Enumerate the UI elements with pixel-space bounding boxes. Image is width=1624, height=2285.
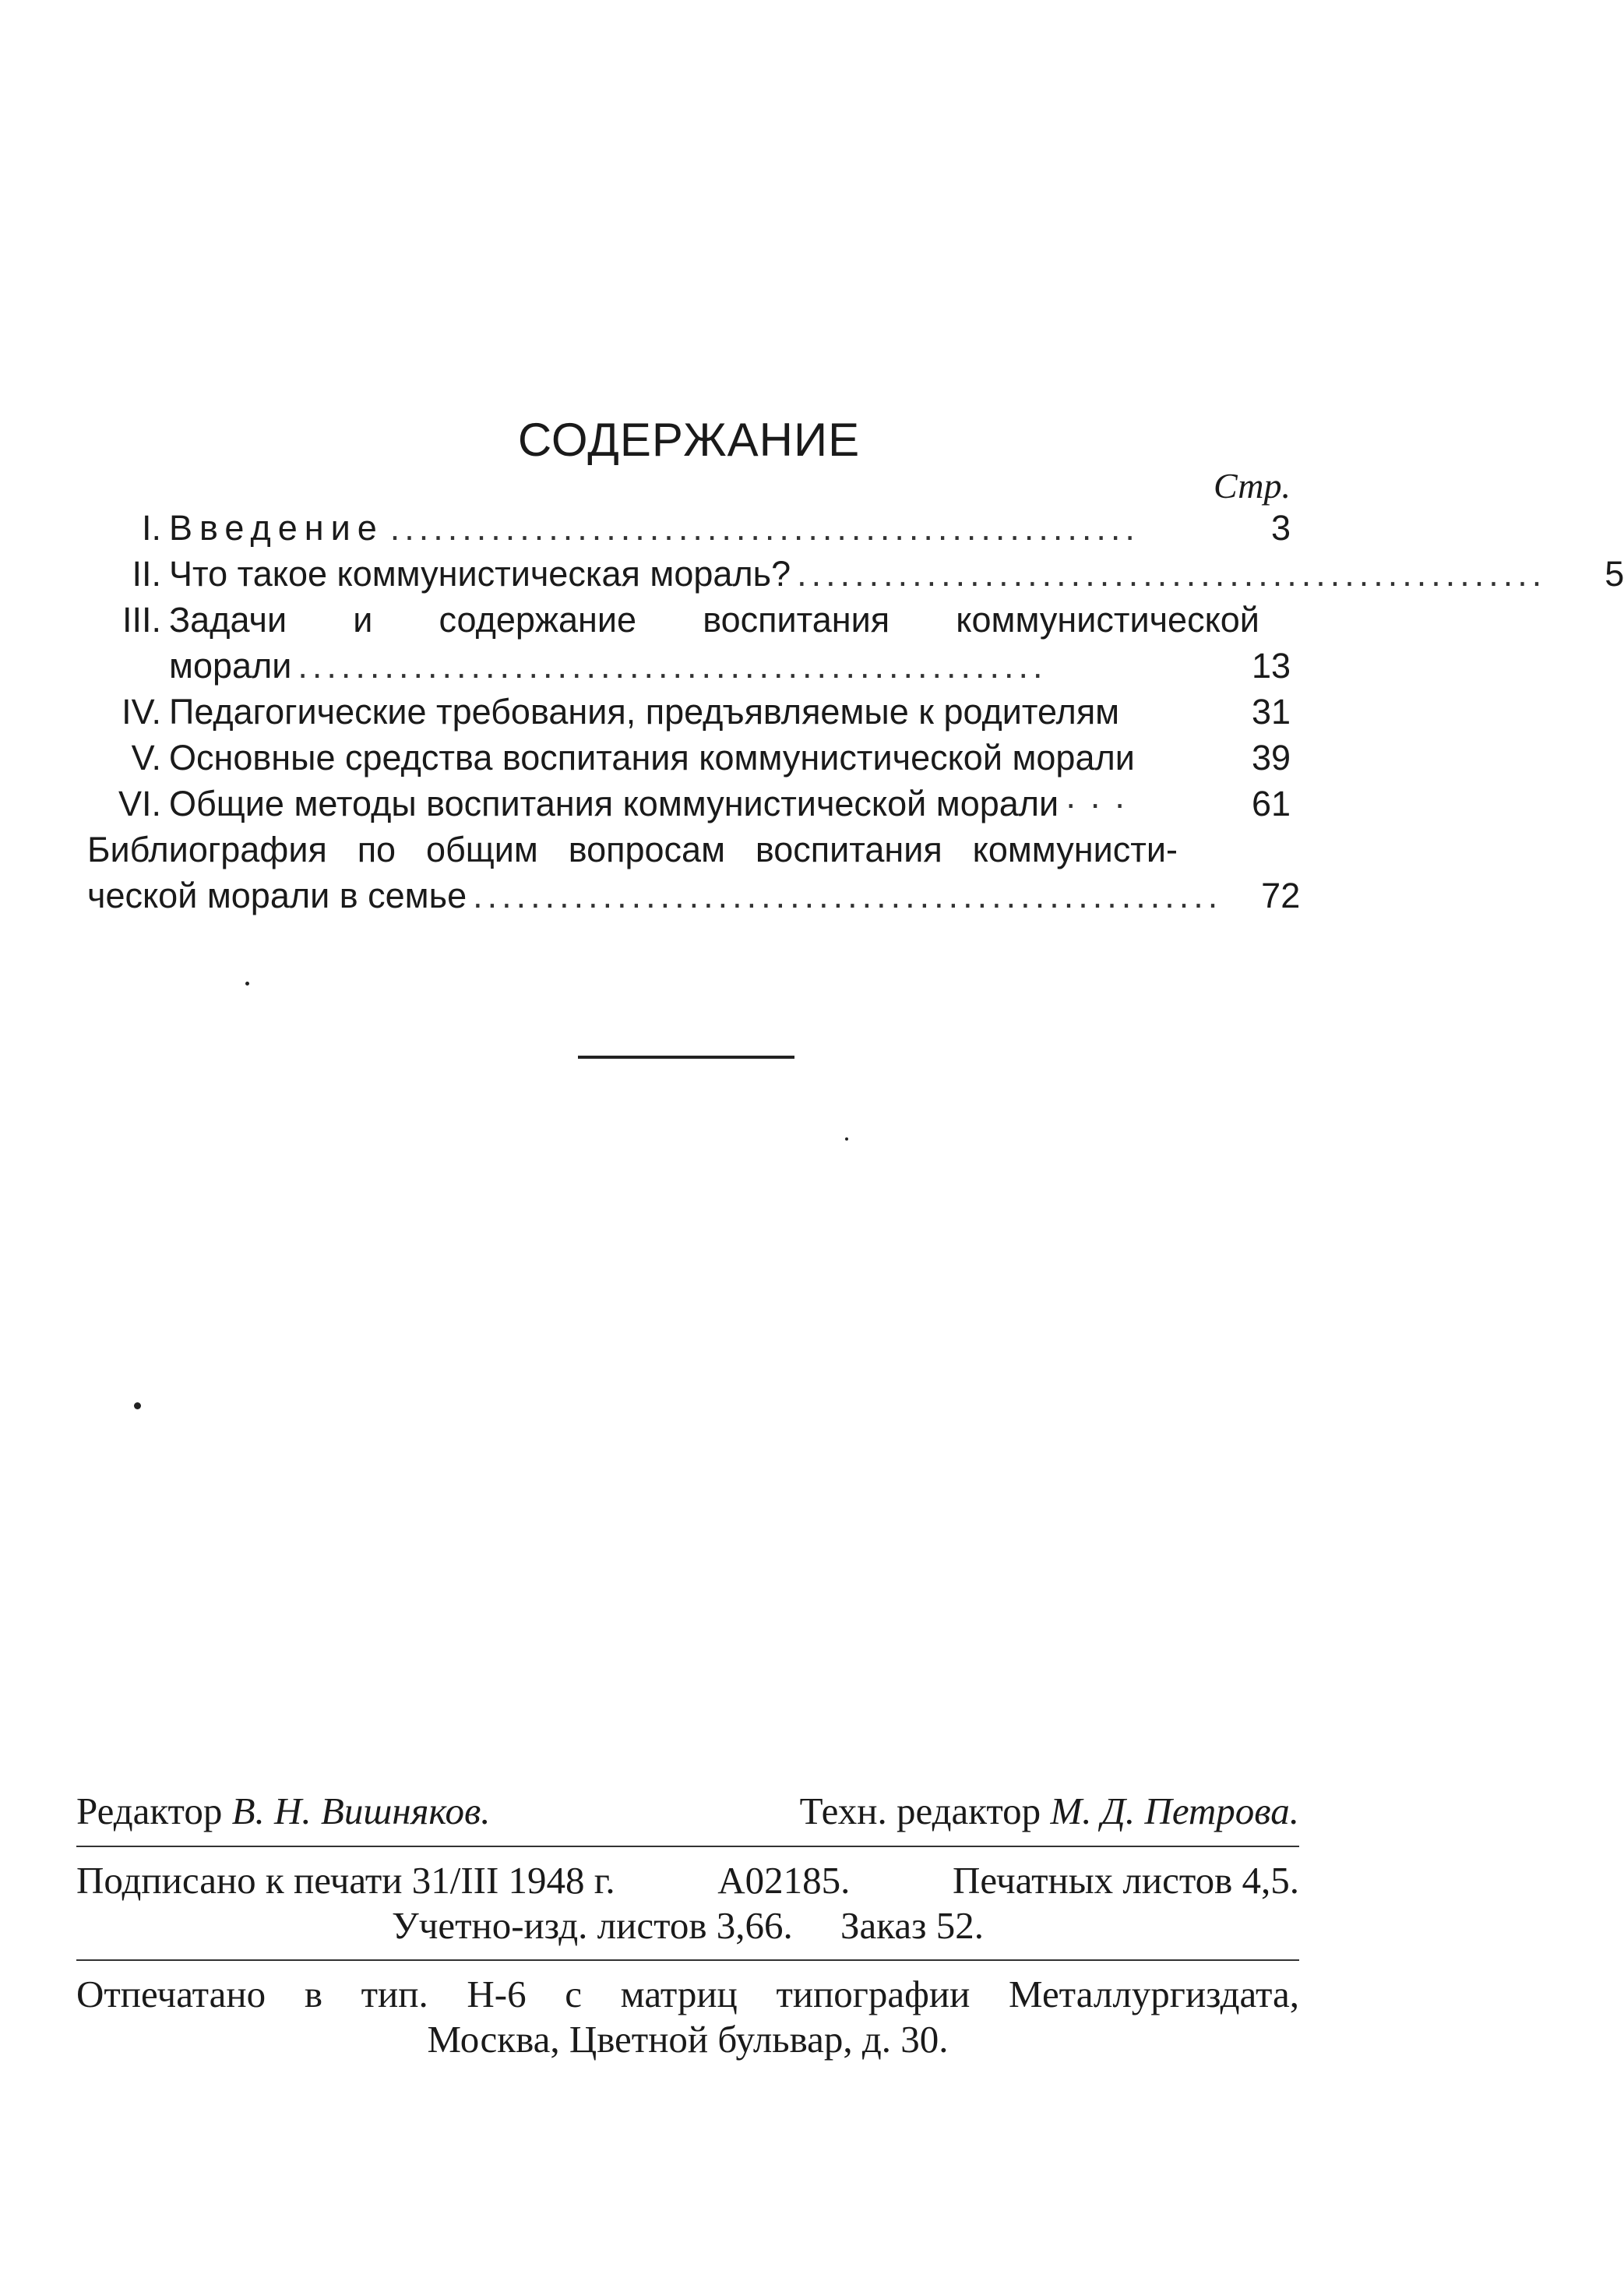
toc-entry-number: V. [131,738,161,778]
printed-word: Металлургиздата, [1009,1973,1299,2015]
toc-heading: СОДЕРЖАНИЕ [517,414,861,466]
printed-word: матриц [620,1973,738,2015]
toc-entry-bibliography [87,827,1301,919]
toc-entry [87,551,1624,597]
leader-dots: .................................................... [389,508,1140,548]
printed-word: тип. [361,1973,428,2015]
title-word: воспитания [755,830,942,869]
tech-editor-name: М. Д. Петрова. [1050,1790,1299,1832]
toc-entry [87,689,1291,735]
page-column-label: Стр. [1213,466,1291,506]
printed-word: типографии [776,1973,971,2015]
printed-word: в [304,1973,322,2015]
toc-entry-number: IV. [122,692,161,732]
print-speck [134,1402,141,1409]
toc-entry-page: 31 [1251,692,1291,732]
editor-label: Редактор [76,1790,223,1832]
toc-entry-title-continuation: морали [169,646,292,686]
title-word: общим [425,830,538,869]
section-divider [578,1056,794,1059]
license-number: А02185. [717,1859,851,1902]
toc-entry [87,735,1291,781]
toc-entry [87,597,1291,689]
toc-entry [87,781,1291,827]
toc-entry-title: Что такое коммунистическая мораль? [169,554,791,594]
toc-entry [87,505,1291,551]
signed-line [76,1858,1299,1903]
imprint-block [76,1788,1299,2062]
toc-entry-page: 39 [1251,738,1291,778]
toc-entry-page: 5 [1605,554,1624,594]
toc-entry-title [169,597,1259,643]
toc-entry-number: I. [141,508,161,548]
toc-entry-number: II. [132,554,161,594]
toc-entry-page: 72 [1261,876,1301,915]
title-word: и [353,600,373,640]
tech-editor-credit [800,1788,1299,1835]
toc-entry-title [87,827,1178,873]
tech-editor-label: Техн. редактор [799,1790,1041,1832]
address-line: Москва, Цветной бульвар, д. 30. [427,2018,949,2061]
editor-name: В. Н. Вишняков. [231,1790,491,1832]
title-word: Библиография [87,830,327,869]
leader-dots: .................................................... [298,646,1048,686]
toc-entry-title: Педагогические требования, предъявляемые к родителям [169,692,1120,732]
toc-entry-number: VI. [118,784,161,823]
leader-dots: · · · [1065,784,1128,823]
toc-entry-page: 61 [1251,784,1291,823]
title-word: коммунисти- [972,830,1178,869]
print-sheets: Печатных листов 4,5. [953,1859,1299,1902]
accounting-line: Учетно-изд. листов 3,66. Заказ 52. [392,1904,984,1947]
toc-entry-title: Основные средства воспитания коммунистической морали [169,738,1135,778]
print-speck [245,982,249,986]
leader-dots: .................................................... [797,554,1547,594]
editor-credit [76,1788,490,1835]
leader-dots: .................................................... [473,876,1223,915]
printed-word: Н-6 [467,1973,527,2015]
printed-word: с [565,1973,583,2015]
toc-entry-title: Введение [169,508,384,548]
title-word: Задачи [169,600,287,640]
print-speck [845,1137,848,1141]
toc-entry-page: 13 [1251,646,1291,686]
printed-word: Отпечатано [76,1973,266,2015]
editors-line [76,1788,1299,1835]
title-word: вопросам [568,830,726,869]
toc-entry-title-continuation: ческой морали в семье [87,876,467,915]
toc-entry-number: III. [122,600,161,640]
table-of-contents [87,413,1624,919]
toc-entry-title: Общие методы воспитания коммунистической морали [169,784,1059,823]
imprint-rule [76,1959,1299,1961]
title-word: коммунистической [956,600,1259,640]
title-word: воспитания [703,600,890,640]
title-word: по [357,830,396,869]
printed-line [76,1972,1299,2017]
imprint-rule [76,1846,1299,1847]
title-word: содержание [439,600,637,640]
toc-entry-page: 3 [1270,508,1291,548]
signed-date: Подписано к печати 31/III 1948 г. [76,1859,615,1902]
